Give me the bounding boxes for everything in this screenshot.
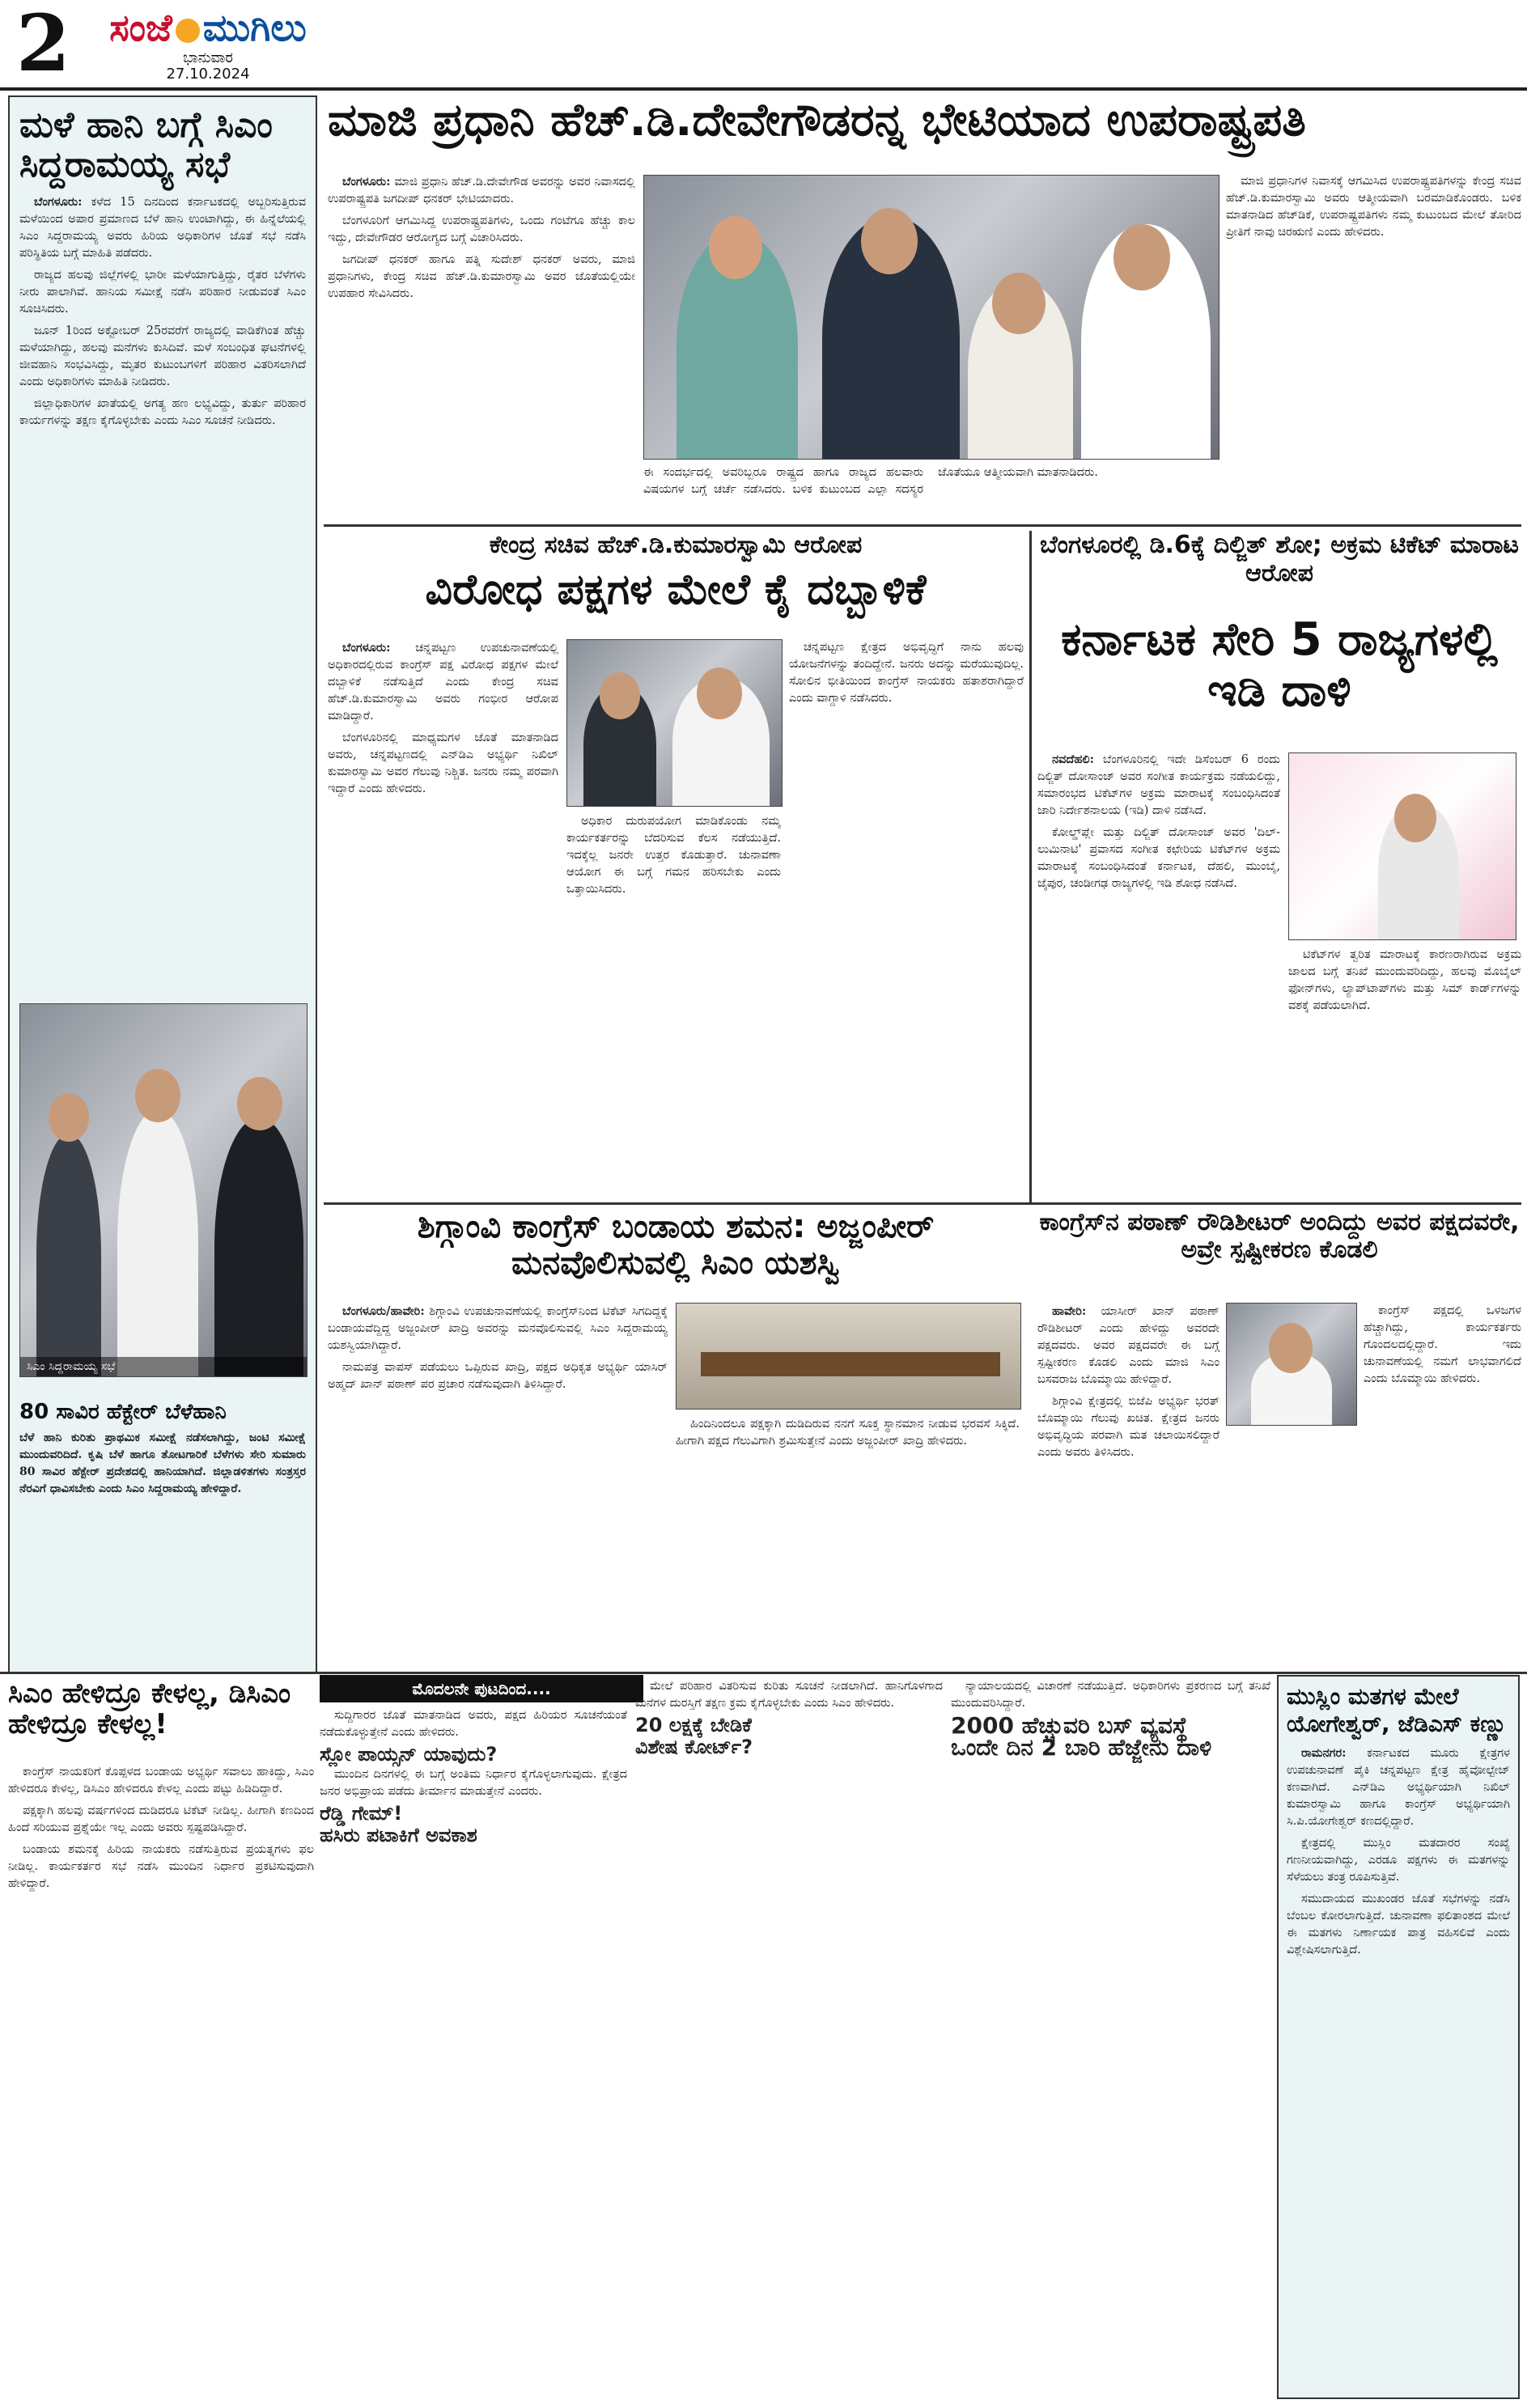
sidebar-dateline: ಬೆಂಗಳೂರು: [34, 194, 83, 209]
muslim-box-paragraph: ಕ್ಷೇತ್ರದಲ್ಲಿ ಮುಸ್ಲಿಂ ಮತದಾರರ ಸಂಖ್ಯೆ ಗಣನೀಯವಾಗಿದ್ದು, ಎರಡೂ ಪಕ್ಷಗಳು ಈ ಮತಗಳನ್ನು ಸೆಳೆಯಲು ತಂತ್ರ ರೂಪಿಸುತ್ತಿವೆ. [1287, 1837, 1510, 1884]
follow-subhead: ಹಸಿರು ಪಟಾಕಿಗೆ ಅವಕಾಶ [320, 1824, 477, 1846]
lead-body-under-photo [643, 464, 1218, 521]
hdk-paragraph: ಚನ್ನಪಟ್ಟಣ ಕ್ಷೇತ್ರದ ಅಭಿವೃದ್ಧಿಗೆ ನಾನು ಹಲವು ಯೋಜನೆಗಳನ್ನು ತಂದಿದ್ದೇನೆ. ಜನರು ಅದನ್ನು ಮರೆಯುವುದಿಲ್ಲ. ಸೋಲಿನ ಭೀತಿಯಿಂದ ಕಾಂಗ್ರೆಸ್ ನಾಯಕರು ಹತಾಶರಾಗಿದ್ದಾರೆ ಎಂದು ವಾಗ್ದಾಳಿ ನಡೆಸಿದರು. [789, 641, 1024, 705]
sidebar-subhead-text: ಬೆಳೆ ಹಾನಿ ಕುರಿತು ಪ್ರಾಥಮಿಕ ಸಮೀಕ್ಷೆ ನಡೆಸಲಾಗಿದ್ದು, ಜಂಟಿ ಸಮೀಕ್ಷೆ ಮುಂದುವರಿದಿದೆ. ಕೃಷಿ ಬೆಳೆ ಹಾಗೂ ತೋಟಗಾರಿಕೆ ಬೆಳೆಗಳು ಸೇರಿ ಸುಮಾರು 80 ಸಾವಿರ ಹೆಕ್ಟೇರ್ ಪ್ರದೇಶದಲ್ಲಿ ಹಾನಿಯಾಗಿದೆ. ಜಿಲ್ಲಾಡಳಿತಗಳು ಸಂತ್ರಸ್ತರ ನೆರವಿಗೆ ಧಾವಿಸಬೇಕು ಎಂದು ಸಿಎಂ ಸಿದ್ದರಾಮಯ್ಯ ಹೇಳಿದ್ದಾರೆ. [19, 1431, 306, 1495]
muslim-votes-box [1277, 1675, 1520, 2399]
follow-column-3 [951, 1678, 1270, 2403]
shiggaon-paragraph: ನಾಮಪತ್ರ ವಾಪಸ್ ಪಡೆಯಲು ಒಪ್ಪಿರುವ ಖಾದ್ರಿ, ಪಕ್ಷದ ಅಧಿಕೃತ ಅಭ್ಯರ್ಥಿ ಯಾಸಿರ್ ಅಹ್ಮದ್ ಖಾನ್ ಪಠಾಣ್ ಪರ ಪ್ರಚಾರ ನಡೆಸುವುದಾಗಿ ತಿಳಿಸಿದ್ದಾರೆ. [328, 1361, 668, 1391]
hdk-body-right [789, 639, 1024, 1198]
muslim-box-dateline: ರಾಮನಗರ: [1301, 1746, 1347, 1760]
sidebar-paragraph: ರಾಜ್ಯದ ಹಲವು ಜಿಲ್ಲೆಗಳಲ್ಲಿ ಭಾರೀ ಮಳೆಯಾಗುತ್ತಿದ್ದು, ರೈತರ ಬೆಳೆಗಳು ನೀರು ಪಾಲಾಗಿವೆ. ಹಾನಿಯ ಸಮೀಕ್ಷೆ ನಡೆಸಿ ಪರಿಹಾರ ನೀಡುವಂತೆ ಸಿಎಂ ಸೂಚಿಸಿದರು. [19, 268, 306, 316]
masthead [0, 0, 1527, 91]
pathan-body-left [1037, 1303, 1219, 1671]
continued-from-front-banner: ಮೊದಲನೇ ಪುಟದಿಂದ.... [320, 1675, 643, 1702]
raid-headline: ಕರ್ನಾಟಕ ಸೇರಿ 5 ರಾಜ್ಯಗಳಲ್ಲಿ ಇಡಿ ದಾಳಿ [1061, 615, 1498, 717]
lead-paragraph: ಮಾಜಿ ಪ್ರಧಾನಿ ಹೆಚ್.ಡಿ.ದೇವೇಗೌಡ ಅವರನ್ನು ಅವರ ನಿವಾಸದಲ್ಲಿ ಉಪರಾಷ್ಟ್ರಪತಿ ಜಗದೀಪ್ ಧನಕರ್ ಭೇಟಿಯಾದರು. [328, 176, 635, 206]
sidebar-body [19, 193, 306, 1003]
sidebar-subsection [19, 1400, 306, 1498]
shiggaon-paragraph: ಶಿಗ್ಗಾಂವಿ ಉಪಚುನಾವಣೆಯಲ್ಲಿ ಕಾಂಗ್ರೆಸ್‌ನಿಂದ ಟಿಕೆಟ್ ಸಿಗದಿದ್ದಕ್ಕೆ ಬಂಡಾಯವೆದ್ದಿದ್ದ ಅಜ್ಜಂಪೀರ್ ಖಾದ್ರಿ ಅವರನ್ನು ಮನವೊಲಿಸುವಲ್ಲಿ ಸಿಎಂ ಸಿದ್ದರಾಮಯ್ಯ ಯಶಸ್ವಿಯಾಗಿದ್ದಾರೆ. [328, 1305, 668, 1352]
pathan-dateline: ಹಾವೇರಿ: [1052, 1304, 1087, 1318]
hdk-dateline: ಬೆಂಗಳೂರು: [342, 641, 391, 655]
follow-subhead: ಸ್ಲೋ ಪಾಯ್ಸನ್ ಯಾವುದು? [320, 1743, 498, 1766]
shiggaon-dateline: ಬೆಂಗಳೂರು/ಹಾವೇರಿ: [342, 1304, 425, 1318]
lead-paragraph: ಮಾಜಿ ಪ್ರಧಾನಿಗಳ ನಿವಾಸಕ್ಕೆ ಆಗಮಿಸಿದ ಉಪರಾಷ್ಟ್ರಪತಿಗಳನ್ನು ಕೇಂದ್ರ ಸಚಿವ ಹೆಚ್.ಡಿ.ಕುಮಾರಸ್ವಾಮಿ ಅವರು ಆತ್ಮೀಯವಾಗಿ ಬರಮಾಡಿಕೊಂಡರು. ಬಳಿಕ ಮಾತನಾಡಿದ ಹೆಚ್‌ಡಿಕೆ, ಉಪರಾಷ್ಟ್ರಪತಿಗಳು ನಮ್ಮ ಕುಟುಂಬದ ಮೇಲೆ ತೋರಿದ ಪ್ರೀತಿಗೆ ನಾವು ಚಿರಋಣಿ ಎಂದು ಹೇಳಿದರು. [1226, 175, 1521, 239]
brand-part2: ಮುಗಿಲು [202, 6, 307, 49]
lead-paragraph: ಬೆಂಗಳೂರಿಗೆ ಆಗಮಿಸಿದ್ದ ಉಪರಾಷ್ಟ್ರಪತಿಗಳು, ಒಂದು ಗಂಟೆಗೂ ಹೆಚ್ಚು ಕಾಲ ಇದ್ದು, ದೇವೇಗೌಡರ ಆರೋಗ್ಯದ ಬಗ್ಗೆ ವಿಚಾರಿಸಿದರು. [328, 214, 635, 244]
raid-dateline: ನವದೆಹಲಿ: [1052, 752, 1094, 766]
shiggaon-headline-box [328, 1209, 1024, 1298]
lead-dateline: ಬೆಂಗಳೂರು: [342, 175, 391, 189]
lead-paragraph: ಈ ಸಂದರ್ಭದಲ್ಲಿ ಅವರಿಬ್ಬರೂ ರಾಷ್ಟ್ರದ ಹಾಗೂ ರಾಜ್ಯದ ಹಲವಾರು ವಿಷಯಗಳ ಬಗ್ಗೆ ಚರ್ಚೆ ನಡೆಸಿದರು. ಬಳಿಕ ಕುಟುಂಬದ ಎಲ್ಲಾ ಸದಸ್ಯರ ಜೊತೆಯೂ ಆತ್ಮೀಯವಾಗಿ ಮಾತನಾಡಿದರು. [643, 466, 1098, 496]
issue-date: 27.10.2024 [166, 66, 250, 83]
follow-paragraph: ಸುದ್ದಿಗಾರರ ಜೊತೆ ಮಾತನಾಡಿದ ಅವರು, ಪಕ್ಷದ ಹಿರಿಯರ ಸೂಚನೆಯಂತೆ ನಡೆದುಕೊಳ್ಳುತ್ತೇನೆ ಎಂದು ಹೇಳಿದರು. [320, 1709, 627, 1739]
raid-kicker: ಬೆಂಗಳೂರಲ್ಲಿ ಡಿ.6ಕ್ಕೆ ದಿಲ್ಜಿತ್ ಶೋ; ಅಕ್ರಮ ಟಿಕೆಟ್ ಮಾರಾಟ ಆರೋಪ [1039, 531, 1520, 587]
follow-column-2 [635, 1678, 943, 2403]
shiggaon-headline: ಶಿಗ್ಗಾಂವಿ ಕಾಂಗ್ರೆಸ್ ಬಂಡಾಯ ಶಮನ: ಅಜ್ಜಂಪೀರ್ ಮನವೊಲಿಸುವಲ್ಲಿ ಸಿಎಂ ಯಶಸ್ವಿ [417, 1209, 935, 1282]
raid-paragraph: ಟಿಕೆಟ್‌ಗಳ ತ್ವರಿತ ಮಾರಾಟಕ್ಕೆ ಕಾರಣರಾಗಿರುವ ಅಕ್ರಮ ಜಾಲದ ಬಗ್ಗೆ ತನಿಖೆ ಮುಂದುವರಿದಿದ್ದು, ಹಲವು ಮೊಬೈಲ್ ಫೋನ್‌ಗಳು, ಲ್ಯಾಪ್‌ಟಾಪ್‌ಗಳು ಮತ್ತು ಸಿಮ್ ಕಾರ್ಡ್‌ಗಳನ್ನು ವಶಕ್ಕೆ ಪಡೆಯಲಾಗಿದೆ. [1288, 948, 1521, 1012]
hdk-photo [566, 639, 783, 807]
lead-headline-box [328, 95, 1521, 168]
lead-headline: ಮಾಜಿ ಪ್ರಧಾನಿ ಹೆಚ್.ಡಿ.ದೇವೇಗೌಡರನ್ನ ಭೇಟಿಯಾದ ಉಪರಾಷ್ಟ್ರಪತಿ [328, 95, 1306, 146]
brand-logo [91, 5, 325, 50]
bottom-left-paragraph: ಪಕ್ಷಕ್ಕಾಗಿ ಹಲವು ವರ್ಷಗಳಿಂದ ದುಡಿದರೂ ಟಿಕೆಟ್ ನೀಡಿಲ್ಲ. ಹೀಗಾಗಿ ಕಣದಿಂದ ಹಿಂದೆ ಸರಿಯುವ ಪ್ರಶ್ನೆಯೇ ಇಲ್ಲ ಎಂದು ಅವರು ಸ್ಪಷ್ಟಪಡಿಸಿದ್ದಾರೆ. [8, 1804, 314, 1834]
vice-president-meeting-photo [643, 175, 1219, 460]
follow-paragraph: ನ್ಯಾಯಾಲಯದಲ್ಲಿ ವಿಚಾರಣೆ ನಡೆಯುತ್ತಿದೆ. ಅಧಿಕಾರಿಗಳು ಪ್ರಕರಣದ ಬಗ್ಗೆ ತನಿಖೆ ಮುಂದುವರಿಸಿದ್ದಾರೆ. [951, 1680, 1270, 1710]
sidebar-paragraph: ಜಿಲ್ಲಾಧಿಕಾರಿಗಳ ಖಾತೆಯಲ್ಲಿ ಅಗತ್ಯ ಹಣ ಲಭ್ಯವಿದ್ದು, ತುರ್ತು ಪರಿಹಾರ ಕಾರ್ಯಗಳನ್ನು ತಕ್ಷಣ ಕೈಗೊಳ್ಳಬೇಕು ಎಂದು ಸಿಎಂ ಸೂಚನೆ ನೀಡಿದರು. [19, 396, 306, 427]
muslim-box-paragraph: ಸಮುದಾಯದ ಮುಖಂಡರ ಜೊತೆ ಸಭೆಗಳನ್ನು ನಡೆಸಿ ಬೆಂಬಲ ಕೋರಲಾಗುತ್ತಿದೆ. ಚುನಾವಣಾ ಫಲಿತಾಂಶದ ಮೇಲೆ ಈ ಮತಗಳು ನಿರ್ಣಾಯಕ ಪಾತ್ರ ವಹಿಸಲಿವೆ ಎಂದು ವಿಶ್ಲೇಷಿಸಲಾಗುತ್ತಿದೆ. [1287, 1893, 1510, 1956]
raid-headline-box [1037, 615, 1521, 744]
sidebar-paragraph: ಜೂನ್ 1ರಿಂದ ಅಕ್ಟೋಬರ್ 25ರವರೆಗೆ ರಾಜ್ಯದಲ್ಲಿ ವಾಡಿಕೆಗಿಂತ ಹೆಚ್ಚು ಮಳೆಯಾಗಿದ್ದು, ಹಲವು ಮನೆಗಳು ಕುಸಿದಿವೆ. ಮಳೆ ಸಂಬಂಧಿತ ಘಟನೆಗಳಲ್ಲಿ ಜೀವಹಾನಿ ಸಂಭವಿಸಿದ್ದು, ಮೃತರ ಕುಟುಂಬಗಳಿಗೆ ಪರಿಹಾರ ವಿತರಿಸಲಾಗಿದೆ ಎಂದು ಅಧಿಕಾರಿಗಳು ಮಾಹಿತಿ ನೀಡಿದರು. [19, 324, 306, 388]
shiggaon-meeting-photo [676, 1303, 1021, 1410]
hdk-paragraph: ಬೆಂಗಳೂರಿನಲ್ಲಿ ಮಾಧ್ಯಮಗಳ ಜೊತೆ ಮಾತನಾಡಿದ ಅವರು, ಚನ್ನಪಟ್ಟಣದಲ್ಲಿ ಎನ್‌ಡಿಎ ಅಭ್ಯರ್ಥಿ ನಿಖಿಲ್ ಕುಮಾರಸ್ವಾಮಿ ಅವರ ಗೆಲುವು ನಿಶ್ಚಿತ. ಜನರು ನಮ್ಮ ಪರವಾಗಿ ಇದ್ದಾರೆ ಎಂದು ಹೇಳಿದರು. [328, 731, 558, 795]
bottom-left-headline-box [8, 1678, 314, 1759]
pathan-paragraph: ಯಾಸೀರ್ ಖಾನ್ ಪಠಾಣ್ ರೌಡಿಶೀಟರ್ ಎಂದು ಹೇಳಿದ್ದು ಅವರದೇ ಪಕ್ಷದವರು. ಅವರ ಪಕ್ಷದವರೇ ಈ ಬಗ್ಗೆ ಸ್ಪಷ್ಟೀಕರಣ ಕೊಡಲಿ ಎಂದು ಮಾಜಿ ಸಿಎಂ ಬಸವರಾಜ ಬೊಮ್ಮಾಯಿ ಹೇಳಿದ್ದಾರೆ. [1037, 1305, 1219, 1386]
pathan-headline: ಕಾಂಗ್ರೆಸ್‌ನ ಪಠಾಣ್ ರೌಡಿಶೀಟರ್ ಅಂದಿದ್ದು ಅವರ ಪಕ್ಷದವರೇ, ಅವ್ರೇ ಸ್ಪಷ್ಟೀಕರಣ ಕೊಡಲಿ [1039, 1209, 1520, 1264]
bottom-left-paragraph: ಕಾಂಗ್ರೆಸ್ ನಾಯಕರಿಗೆ ಕೊಪ್ಪಳದ ಬಂಡಾಯ ಅಭ್ಯರ್ಥಿ ಸವಾಲು ಹಾಕಿದ್ದು, ಸಿಎಂ ಹೇಳಿದರೂ ಕೇಳಲ್ಲ, ಡಿಸಿಎಂ ಹೇಳಿದರೂ ಕೇಳಲ್ಲ ಎಂದು ಪಟ್ಟು ಹಿಡಿದಿದ್ದಾರೆ. [8, 1766, 314, 1795]
follow-paragraph: ಮುಂದಿನ ದಿನಗಳಲ್ಲಿ ಈ ಬಗ್ಗೆ ಅಂತಿಮ ನಿರ್ಧಾರ ಕೈಗೊಳ್ಳಲಾಗುವುದು. ಕ್ಷೇತ್ರದ ಜನರ ಅಭಿಪ್ರಾಯ ಪಡೆದು ತೀರ್ಮಾನ ಮಾಡುತ್ತೇನೆ ಎಂದರು. [320, 1768, 627, 1798]
sidebar-subhead: 80 ಸಾವಿರ ಹೆಕ್ಟೇರ್ ಬೆಳೆಹಾನಿ [19, 1400, 227, 1424]
raid-kicker-box [1037, 531, 1521, 620]
pathan-body-right [1364, 1303, 1521, 1671]
pathan-headline-box [1037, 1209, 1521, 1298]
sidebar-paragraph: ಕಳೆದ 15 ದಿನದಿಂದ ಕರ್ನಾಟಕದಲ್ಲಿ ಅಬ್ಬರಿಸುತ್ತಿರುವ ಮಳೆಯಿಂದ ಅಪಾರ ಪ್ರಮಾಣದ ಬೆಳೆ ಹಾನಿ ಉಂಟಾಗಿದ್ದು, ಈ ಹಿನ್ನೆಲೆಯಲ್ಲಿ ಸಿಎಂ ಸಿದ್ದರಾಮಯ್ಯ ಅವರು ಹಿರಿಯ ಅಧಿಕಾರಿಗಳ ಜೊತೆ ಸಭೆ ನಡೆಸಿ ಪರಿಸ್ಥಿತಿಯ ಬಗ್ಗೆ ಮಾಹಿತಿ ಪಡೆದರು. [19, 195, 306, 260]
lead-paragraph: ಜಗದೀಪ್ ಧನಕರ್ ಹಾಗೂ ಪತ್ನಿ ಸುದೇಶ್ ಧನಕರ್ ಅವರು, ಮಾಜಿ ಪ್ರಧಾನಿಗಳು, ಕೇಂದ್ರ ಸಚಿವ ಹೆಚ್.ಡಿ.ಕುಮಾರಸ್ವಾಮಿ ಅವರ ಜೊತೆಯಲ್ಲಿಯೇ ಉಪಹಾರ ಸೇವಿಸಿದರು. [328, 253, 635, 300]
lead-body-left [328, 173, 635, 519]
follow-subhead: 2000 ಹೆಚ್ಚುವರಿ ಬಸ್ ವ್ಯವಸ್ಥೆ [951, 1712, 1188, 1739]
shiggaon-body-left [328, 1303, 668, 1671]
hdk-headline: ವಿರೋಧ ಪಕ್ಷಗಳ ಮೇಲೆ ಕೈ ದಬ್ಬಾಳಿಕೆ [425, 566, 927, 614]
follow-subhead: ವಿಶೇಷ ಕೋರ್ಟ್? [635, 1736, 753, 1758]
hdk-body-left [328, 639, 558, 1198]
hdk-paragraph: ಚನ್ನಪಟ್ಟಣ ಉಪಚುನಾವಣೆಯಲ್ಲಿ ಅಧಿಕಾರದಲ್ಲಿರುವ ಕಾಂಗ್ರೆಸ್ ಪಕ್ಷ ವಿರೋಧ ಪಕ್ಷಗಳ ಮೇಲೆ ದಬ್ಬಾಳಿಕೆ ನಡೆಸುತ್ತಿದೆ ಎಂದು ಕೇಂದ್ರ ಸಚಿವ ಹೆಚ್.ಡಿ.ಕುಮಾರಸ್ವಾಮಿ ಅವರು ಗಂಭೀರ ಆರೋಪ ಮಾಡಿದ್ದಾರೆ. [328, 642, 558, 723]
sun-icon [176, 19, 200, 43]
muslim-box-paragraph: ಕರ್ನಾಟಕದ ಮೂರು ಕ್ಷೇತ್ರಗಳ ಉಪಚುನಾವಣೆ ಪೈಕಿ ಚನ್ನಪಟ್ಟಣ ಕ್ಷೇತ್ರ ಹೈವೋಲ್ಟೇಜ್ ಕಣವಾಗಿದೆ. ಎನ್‌ಡಿಎ ಅಭ್ಯರ್ಥಿಯಾಗಿ ನಿಖಿಲ್ ಕುಮಾರಸ್ವಾಮಿ ಹಾಗೂ ಕಾಂಗ್ರೆಸ್ ಅಭ್ಯರ್ಥಿಯಾಗಿ ಸಿ.ಪಿ.ಯೋಗೇಶ್ವರ್ ಕಣದಲ್ಲಿದ್ದಾರೆ. [1287, 1747, 1510, 1828]
follow-subhead: ರೆಡ್ಡಿ ಗೇಮ್! [320, 1802, 403, 1825]
photo-caption: ಸಿಎಂ ಸಿದ್ದರಾಮಯ್ಯ ಸಭೆ [20, 1357, 307, 1376]
raid-body-left [1037, 751, 1280, 1200]
brand-part1: ಸಂಜೆ [109, 6, 172, 49]
raid-paragraph: ಕೋಲ್ಡ್‌ಪ್ಲೇ ಮತ್ತು ದಿಲ್ಜಿತ್ ದೋಸಾಂಜ್ ಅವರ 'ದಿಲ್-ಲುಮಿನಾಟಿ' ಪ್ರವಾಸದ ಸಂಗೀತ ಕಛೇರಿಯ ಟಿಕೆಟ್‌ಗಳ ಅಕ್ರಮ ಮಾರಾಟಕ್ಕೆ ಸಂಬಂಧಿಸಿದಂತೆ ಕರ್ನಾಟಕ, ದೆಹಲಿ, ಮುಂಬೈ, ಜೈಪುರ, ಚಂಡೀಗಢ ರಾಜ್ಯಗಳಲ್ಲಿ ಇಡಿ ಶೋಧ ನಡೆಸಿದೆ. [1037, 826, 1280, 890]
pathan-paragraph: ಕಾಂಗ್ರೆಸ್ ಪಕ್ಷದಲ್ಲಿ ಒಳಜಗಳ ಹೆಚ್ಚಾಗಿದ್ದು, ಕಾರ್ಯಕರ್ತರು ಗೊಂದಲದಲ್ಲಿದ್ದಾರೆ. ಇದು ಚುನಾವಣೆಯಲ್ಲಿ ನಮಗೆ ಲಾಭವಾಗಲಿದೆ ಎಂದು ಬೊಮ್ಮಾಯಿ ಹೇಳಿದರು. [1364, 1304, 1521, 1385]
pathan-paragraph: ಶಿಗ್ಗಾಂವಿ ಕ್ಷೇತ್ರದಲ್ಲಿ ಬಿಜೆಪಿ ಅಭ್ಯರ್ಥಿ ಭರತ್ ಬೊಮ್ಮಾಯಿ ಗೆಲುವು ಖಚಿತ. ಕ್ಷೇತ್ರದ ಜನರು ಅಭಿವೃದ್ಧಿಯ ಪರವಾಗಿ ಮತ ಚಲಾಯಿಸಲಿದ್ದಾರೆ ಎಂದು ಅವರು ತಿಳಿಸಿದರು. [1037, 1395, 1219, 1459]
page-number: 2 [16, 0, 70, 89]
raid-paragraph: ಬೆಂಗಳೂರಿನಲ್ಲಿ ಇದೇ ಡಿಸೆಂಬರ್ 6 ರಂದು ದಿಲ್ಜಿತ್ ದೋಸಾಂಜ್ ಅವರ ಸಂಗೀತ ಕಾರ್ಯಕ್ರಮ ನಡೆಯಲಿದ್ದು, ಸಮಾರಂಭದ ಟಿಕೆಟ್‌ಗಳ ಅಕ್ರಮ ಮಾರಾಟಕ್ಕೆ ಸಂಬಂಧಿಸಿದಂತೆ ಜಾರಿ ನಿರ್ದೇಶನಾಲಯ (ಇಡಿ) ದಾಳಿ ನಡೆಸಿದೆ. [1037, 753, 1280, 817]
follow-column-1 [320, 1707, 627, 2403]
issue-day: ಭಾನುವಾರ [183, 49, 233, 66]
shiggaon-body-right [676, 1416, 1020, 1671]
bottom-left-body [8, 1764, 314, 2403]
shiggaon-paragraph: ಹಿಂದಿನಿಂದಲೂ ಪಕ್ಷಕ್ಕಾಗಿ ದುಡಿದಿರುವ ನನಗೆ ಸೂಕ್ತ ಸ್ಥಾನಮಾನ ನೀಡುವ ಭರವಸೆ ಸಿಕ್ಕಿದೆ. ಹೀಗಾಗಿ ಪಕ್ಷದ ಗೆಲುವಿಗಾಗಿ ಶ್ರಮಿಸುತ್ತೇನೆ ಎಂದು ಅಜ್ಜಂಪೀರ್ ಖಾದ್ರಿ ಹೇಳಿದರು. [676, 1418, 1020, 1448]
diljit-photo [1288, 752, 1516, 940]
muslim-box-headline: ಮುಸ್ಲಿಂ ಮತಗಳ ಮೇಲೆ ಯೋಗೇಶ್ವರ್, ಜೆಡಿಎಸ್ ಕಣ್ಣು [1287, 1683, 1507, 1737]
bottom-left-paragraph: ಬಂಡಾಯ ಶಮನಕ್ಕೆ ಹಿರಿಯ ನಾಯಕರು ನಡೆಸುತ್ತಿರುವ ಪ್ರಯತ್ನಗಳು ಫಲ ನೀಡಿಲ್ಲ. ಕಾರ್ಯಕರ್ತರ ಸಭೆ ನಡೆಸಿ ಮುಂದಿನ ನಿರ್ಧಾರ ಪ್ರಕಟಿಸುವುದಾಗಿ ಹೇಳಿದ್ದಾರೆ. [8, 1843, 314, 1890]
brand-block [91, 5, 325, 86]
hdk-paragraph: ಅಧಿಕಾರ ದುರುಪಯೋಗ ಮಾಡಿಕೊಂಡು ನಮ್ಮ ಕಾರ್ಯಕರ್ತರನ್ನು ಬೆದರಿಸುವ ಕೆಲಸ ನಡೆಯುತ್ತಿದೆ. ಇದಕ್ಕೆಲ್ಲ ಜನರೇ ಉತ್ತರ ಕೊಡುತ್ತಾರೆ. ಚುನಾವಣಾ ಆಯೋಗ ಈ ಬಗ್ಗೆ ಗಮನ ಹರಿಸಬೇಕು ಎಂದು ಒತ್ತಾಯಿಸಿದರು. [566, 815, 781, 896]
sidebar-headline: ಮಳೆ ಹಾನಿ ಬಗ್ಗೆ ಸಿಎಂ ಸಿದ್ದರಾಮಯ್ಯ ಸಭೆ [19, 104, 273, 186]
hdk-headline-box [328, 566, 1024, 631]
bommai-photo [1226, 1303, 1357, 1426]
follow-subhead: 20 ಲಕ್ಷಕ್ಕೆ ಬೇಡಿಕೆ [635, 1714, 752, 1736]
follow-subhead: ಒಂದೇ ದಿನ 2 ಬಾರಿ ಹೆಜ್ಜೇನು ದಾಳಿ [951, 1734, 1212, 1761]
follow-paragraph: ಮೇಲೆ ಪರಿಹಾರ ವಿತರಿಸುವ ಕುರಿತು ಸೂಚನೆ ನೀಡಲಾಗಿದೆ. ಹಾನಿಗೊಳಗಾದ ಮನೆಗಳ ದುರಸ್ತಿಗೆ ತಕ್ಷಣ ಕ್ರಮ ಕೈಗೊಳ್ಳಬೇಕು ಎಂದು ಸಿಎಂ ಹೇಳಿದರು. [635, 1680, 943, 1710]
raid-body-right [1288, 947, 1521, 1200]
hdk-body-mid [566, 813, 781, 1198]
bottom-left-headline: ಸಿಎಂ ಹೇಳಿದ್ರೂ ಕೇಳಲ್ಲ, ಡಿಸಿಎಂ ಹೇಳಿದ್ರೂ ಕೇಳಲ್ಲ! [8, 1678, 291, 1741]
sidebar-rain-story [8, 95, 317, 1673]
hdk-kicker: ಕೇಂದ್ರ ಸಚಿವ ಹೆಚ್.ಡಿ.ಕುಮಾರಸ್ವಾಮಿ ಆರೋಪ [489, 531, 863, 559]
lead-body-right [1226, 173, 1521, 519]
cm-meeting-photo [19, 1003, 308, 1377]
